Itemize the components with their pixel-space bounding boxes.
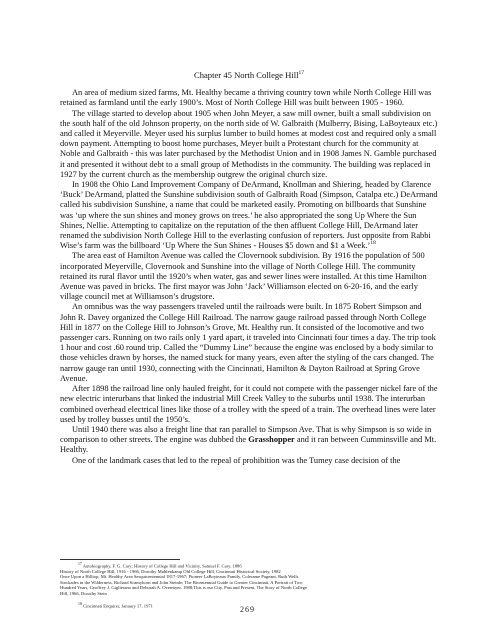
paragraph-8: One of the landmark cases that led to the repeal of prohibition was the Tumey case decision of the [72,455,401,465]
footnote-17-line: Stockades in the Wilderness, Richard Scamyhorn and John Steinle; The Bicentennial Guide to Greater Cincinnati, A Portrait of Two [60,579,303,585]
footnote-18-text: Cincinnati Enquirer, January 17, 1971 [82,603,153,609]
paragraph-5: An omnibus was the way passengers traveled until the railroads were built. In 1875 Robert Simpson and John R. Davey organized the College Hill Railroad. The narrow gauge railroad passed through North College Hill in 1877 on the College Hill to Johnson’s Grove, Mt. Healthy run. It consisted of the locomotive and two passenger cars. Running on two rails only 1 yard apart, it traveled into Cincinnati four times a day. The trip took 1 hour and cost .60 round trip. Called the “Dummy Line” because the engine was enclosed by a body similar to those vehicles drawn by horses, the named stuck for many years, even after the styling of the cars changed. The narrow gauge ran until 1930, connecting with the Cincinnati, Hamilton & Dayton Railroad at Spring Grove Avenue. [60,302,436,383]
footnote-17-number: 17 [78,562,82,566]
footnote-18-number: 18 [78,601,82,606]
document-page [60,70,438,466]
footnote-17 [60,562,440,569]
paragraph-2: The village started to develop about 1905 when John Meyer, a saw mill owner, built a small subdivision on the south half of the old Johnson property, on the north side of W. Galbraith (Mulberry, Bising, LaBoyteaux etc.) and called it Meyerville. Meyer used his surplus lumber to build homes at modest cost and required only a small down payment. Attempting to boost home purchases, Meyer built a Protestant church for the community at Noble and Galbraith - this was later purchased by the Methodist Union and in 1908 James N. Gamble purchased it and presented it without debt to a small group of Methodists in the community. The building was replaced in 1927 by the current church as the membership outgrew the original church size. [60,108,438,179]
page-number: 269 [240,605,255,614]
footnote-ref-18[interactable]: 18 [370,240,376,247]
chapter-title [60,70,438,80]
paragraph-1: An area of medium sized farms, Mt. Healthy became a thriving country town while North College Hill was retained as farmland until the early 1900’s. Most of North College Hill was built between 1905 - 1960. [60,88,432,108]
chapter-title-text: Chapter 45 North College Hill [193,70,299,80]
paragraph-6: After 1898 the railroad line only hauled freight, for it could not compete with the passenger nickel fare of the new electric interurbans that linked the industrial Mill Creek Valley to the suburbs until 1938. The interurban combined overhead electrical lines like those of a trolley with the speed of a train. The overhead lines were later used by trolley busses until the 1950’s. [60,384,438,424]
paragraph-7-end: and it ran between Cumminsville and Mt. Healthy. [60,435,437,455]
footnote-ref-17[interactable]: 17 [298,70,305,77]
footnote-17-line: Once Upon a Hilltop, Mt. Healthy Area Sesquicentennial 1817-1967; Pioneer LaBoyteaux Family, Colerame Pageant, Ruth Wells [60,574,299,580]
paragraph-7 [60,425,438,456]
footnote-17-line: Hundred Years, Geoffrey J. Giglierano and Deborah A. Overmyer, 1988;This is our City, Past and Present, The Story of North College [60,585,307,591]
footnote-17-line: Hill, 1966, Dorothy Stein [60,590,107,596]
paragraph-7-text: Until 1940 there was also a freight line that ran parallel to Simpson Ave. That is why Simpson is so wide in comparison to other streets. The engine was dubbed the [60,424,432,445]
footnote-divider [60,559,180,560]
paragraph-3-text: In 1908 the Ohio Land Improvement Company of DeArmand, Knollman and Shiering, headed by Clarence ‘Buck’ DeArmand, platted the Sunshine subdivision south of Galbraith Road (Simpson, Catalpa etc.) DeArmand called his subdivision Sunshine, a name that could be marketed easily. Promoting on billboards that Sunshine was ‘up where the sun shines and money grows on trees.’ he also appropriated the song Up Where the Sun Shines, Nellie. Attempting to capitalize on the reputation of the then affluent College Hill, DeArmand later renamed the subdivision North College Hill to the everlasting confusion of reporters. Just opposite from Rabbi Wise’s farm was the billboard ‘Up Where the Sun Shines - Houses $5 down and $1 a Week.’ [60,180,438,251]
footnote-17-text: Autobiography, F. G. Cary; History of College Hill and Vicinity, Samuel F. Cary. 1886 [82,563,242,569]
paragraph-4: The area east of Hamilton Avenue was called the Clovernook subdivision. By 1916 the population of 500 incorporated Meyerville, Clovernook and Sunshine into the village of North College Hill. The community retained its rural flavor until the 1920’s when water, gas and sewer lines were installed. At this time Hamilton Avenue was paved in bricks. The first mayor was John ‘Jack’ Williamson elected on 6-20-16, and the early village council met at Williamson’s drugstore. [60,251,427,302]
footnotes [60,562,440,609]
grasshopper-bold: Grasshopper [248,435,295,445]
footnote-17-line: History of North College Hill, 1916 - 1966, Dorothy Muhlenkamp Old College Hill, Cincinnati Historical Society, 1982 [60,568,281,574]
paragraph-3 [60,180,438,251]
